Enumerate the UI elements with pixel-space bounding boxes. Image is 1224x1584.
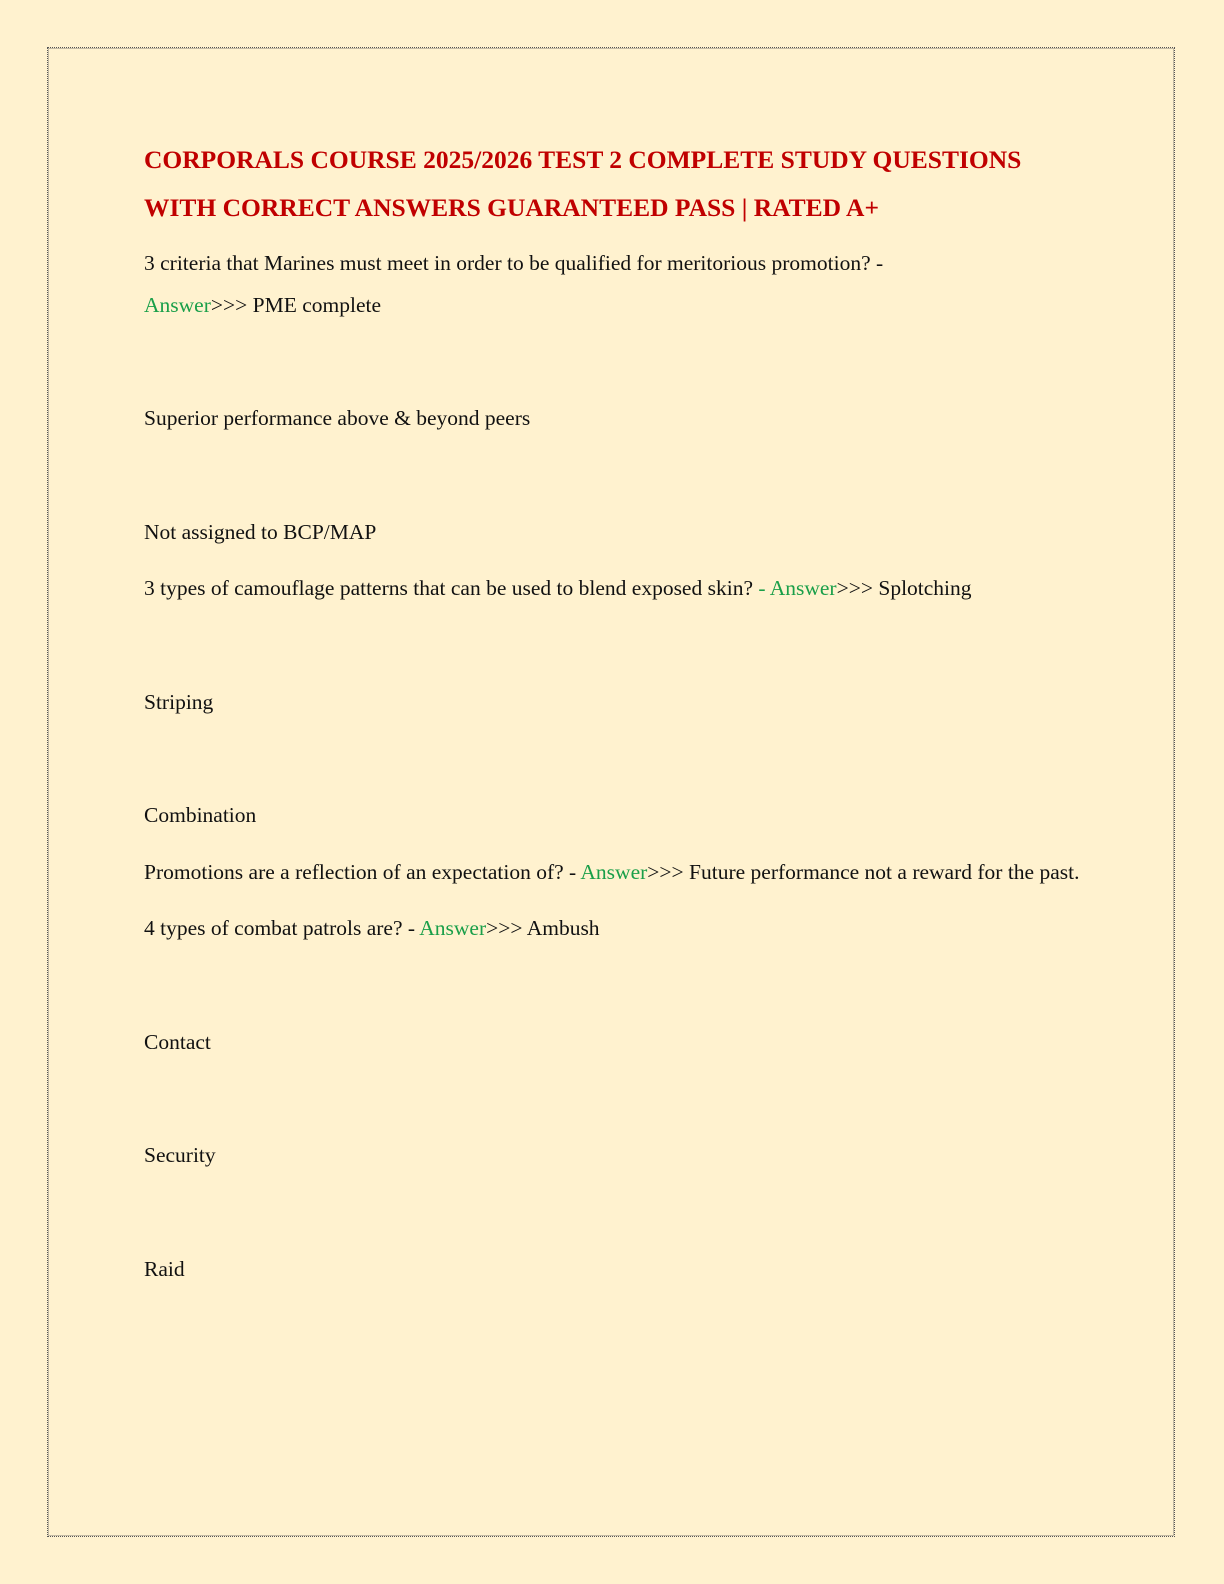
answer-label: Answer (769, 576, 837, 600)
answer-2-prefix: - (752, 576, 770, 600)
answer-3-text: Future performance not a reward for the past. (683, 859, 1080, 884)
document-body (144, 136, 1084, 1290)
question-3-text: Promotions are a reflection of an expectation of? - (144, 859, 581, 884)
answer-4-line-4: Raid (144, 1256, 185, 1281)
question-4 (144, 908, 1084, 950)
question-1 (144, 243, 1084, 326)
answer-1-line-3: Not assigned to BCP/MAP (144, 519, 377, 544)
answer-2-line-2: Striping (144, 689, 214, 714)
answer-label: Answer (419, 916, 487, 940)
answer-4-line-2: Contact (144, 1029, 211, 1054)
answer-label: Answer (580, 859, 648, 884)
answer-arrow: >>> (486, 916, 523, 940)
answer-label: Answer (144, 292, 211, 317)
answer-2-line-3: Combination (144, 803, 257, 827)
answer-4-text: Ambush (522, 916, 600, 940)
question-1-text: 3 criteria that Marines must meet in order to be qualified for meritorious promotion? - (144, 251, 884, 275)
document-title: CORPORALS COURSE 2025/2026 TEST 2 COMPLETE STUDY QUESTIONS WITH CORRECT ANSWERS GUARANTEED PASS | RATED A+ (144, 145, 1022, 222)
answer-1-line-2: Superior performance above & beyond peers (144, 406, 531, 430)
question-3 (144, 852, 1084, 894)
answer-1-text: PME complete (247, 292, 382, 317)
answer-arrow: >>> (210, 292, 248, 317)
answer-arrow: >>> (836, 576, 873, 600)
answer-2-text: Splotching (872, 576, 972, 600)
answer-4-line-3: Security (144, 1143, 216, 1167)
question-2-text: 3 types of camouflage patterns that can be used to blend exposed skin? (144, 576, 753, 600)
question-4-text: 4 types of combat patrols are? - (144, 916, 420, 940)
question-2 (144, 568, 1084, 610)
answer-arrow: >>> (647, 859, 684, 884)
